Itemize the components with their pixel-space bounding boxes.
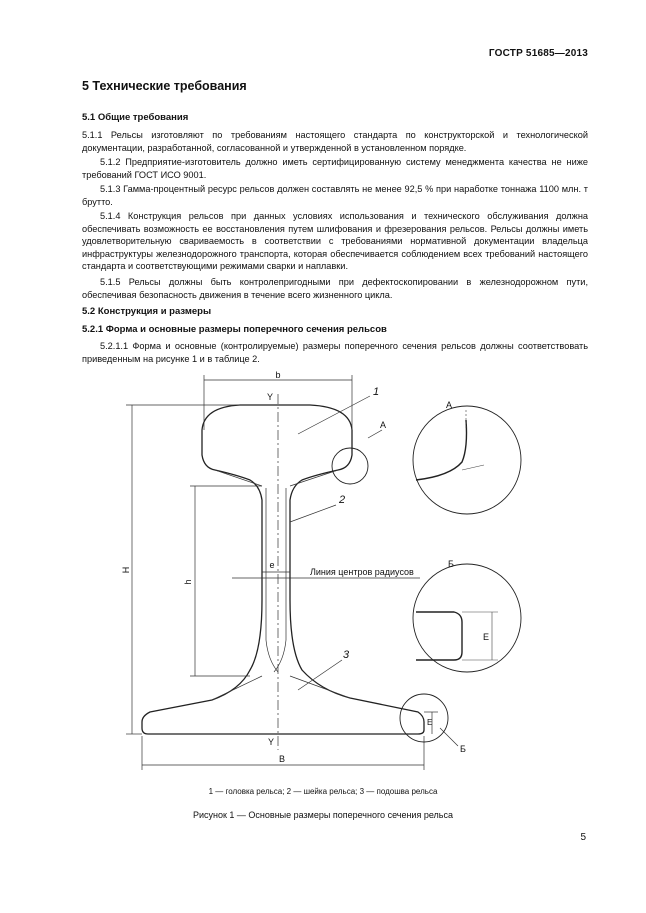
paragraph-5-1-3-text: 5.1.3 Гамма-процентный ресурс рельсов должен составлять не менее 92,5 % при наработке тоннажа 1100 млн. т брутто. (82, 184, 588, 207)
label-radius-line: Линия центров радиусов (310, 567, 414, 577)
figure-legend: 1 — головка рельса; 2 — шейка рельса; 3 — подошва рельса (208, 787, 438, 796)
paragraph-5-1-1-text: 5.1.1 Рельсы изготовляют по требованиям настоящего стандарта по конструкторской и технологической документации, разработанной, согласованной и утвержденной в установленном порядке. (82, 130, 588, 153)
paragraph-5-2-1-1-text: 5.2.1.1 Форма и основные (контролируемые) размеры поперечного сечения рельсов должны соответствовать приведенным на рисунке 1 и в таблице 2. (82, 341, 588, 364)
paragraph-5-1-1 (82, 129, 588, 154)
paragraph-5-1-2-text: 5.1.2 Предприятие-изготовитель должно иметь сертифицированную систему менеджмента качества не ниже требований ГОСТ ИСО 9001. (82, 157, 588, 180)
subsection-title-5-2: 5.2 Конструкция и размеры (82, 306, 212, 317)
label-a-detail: А (446, 400, 453, 410)
paragraph-5-1-4-text: 5.1.4 Конструкция рельсов при данных условиях использования и технического обслуживания должна обеспечивать возможность ее восстановления путем шлифования и фрезерования рельсов. Рельсы должны иметь удовлетворительную свариваемость в соответствии с требованиями нормативной документации владельца инфраструктуры железнодорожного транспорта, которая обеспечивается соблюдением всех требований настоящего стандарта и соответствующими режимами сварки и наплавки. (82, 211, 588, 272)
label-number-2: 2 (339, 494, 346, 506)
label-b: b (275, 370, 281, 380)
page-number: 5 (580, 832, 586, 843)
rail-cross-section-figure (100, 370, 540, 780)
label-e: e (269, 560, 275, 570)
label-b-width: B (278, 754, 286, 764)
detail-circle-b-marker (400, 694, 448, 742)
label-b-detail: Б (448, 559, 454, 569)
label-y-top: Y (266, 392, 273, 402)
detail-b-circle (413, 564, 521, 672)
label-e-detail: E (483, 632, 490, 642)
paragraph-5-1-4 (82, 210, 588, 273)
detail-a-circle (413, 406, 521, 514)
label-h-lower: h (183, 579, 193, 585)
detail-circle-a-marker (332, 448, 368, 484)
figure-caption: Рисунок 1 — Основные размеры поперечного сечения рельса (192, 810, 453, 820)
paragraph-5-1-5-text: 5.1.5 Рельсы должны быть контролепригодными при дефектоскопировании в железнодорожном пути, обеспечивая безопасность движения в течение всего жизненного цикла. (82, 277, 588, 300)
label-number-3: 3 (343, 649, 350, 661)
label-number-1: 1 (373, 386, 380, 398)
paragraph-5-1-3 (82, 183, 588, 208)
subsection-title-5-2-1: 5.2.1 Форма и основные размеры поперечного сечения рельсов (82, 324, 387, 335)
subsection-title-5-1: 5.1 Общие требования (82, 112, 189, 123)
standard-header: ГОСТР 51685—2013 (488, 48, 588, 59)
paragraph-5-1-2 (82, 156, 588, 181)
label-b-marker: Б (460, 744, 466, 754)
label-h-upper: H (121, 566, 131, 574)
paragraph-5-2-1-1 (82, 340, 588, 365)
label-e-base: E (427, 718, 433, 727)
section-title: 5 Технические требования (82, 79, 247, 93)
label-a-marker: А (380, 420, 387, 430)
label-y-bottom: Y (267, 737, 274, 747)
paragraph-5-1-5 (82, 276, 588, 301)
